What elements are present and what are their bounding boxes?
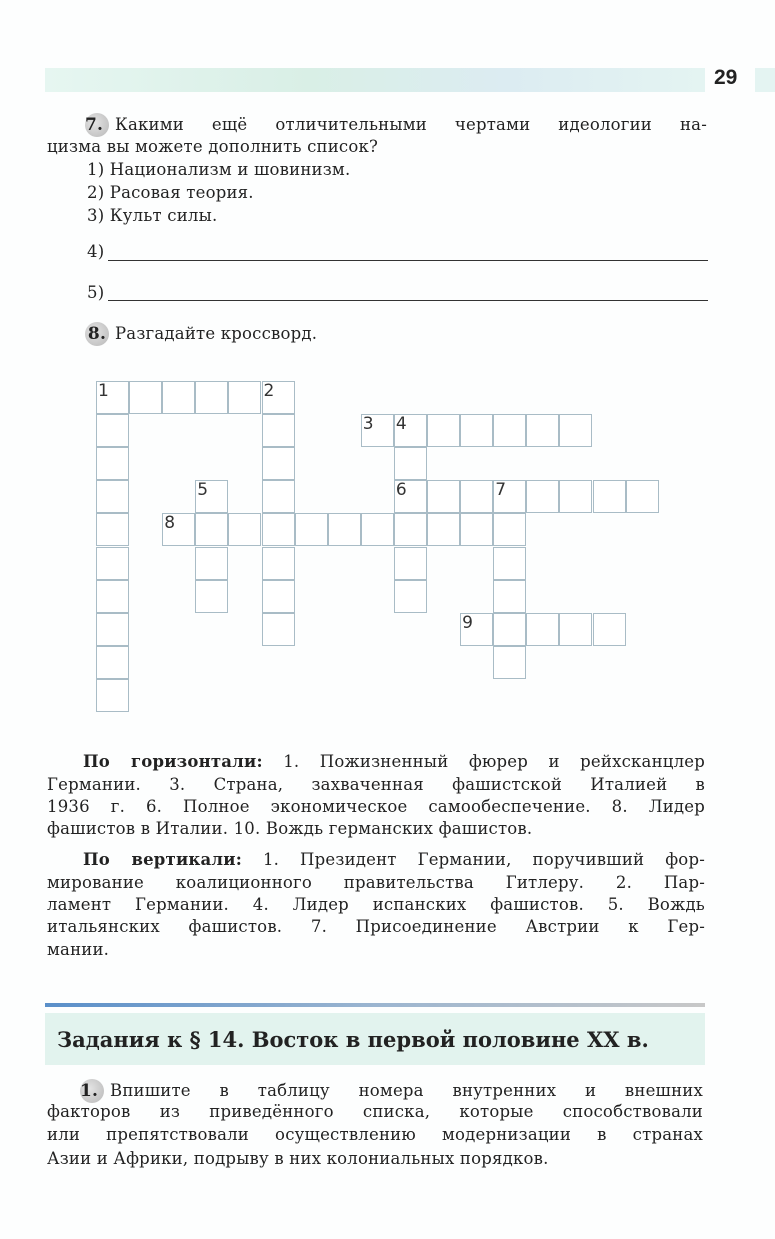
crossword-cell-number: 4 (395, 414, 407, 435)
crossword-cell[interactable] (394, 480, 427, 513)
crossword-cell-number: 8 (164, 513, 176, 534)
crossword-cell-number: 2 (263, 381, 275, 401)
crossword-cell[interactable] (96, 480, 129, 513)
crossword-cell[interactable] (493, 547, 526, 580)
crossword-cell[interactable] (195, 381, 228, 414)
section-divider (45, 1003, 705, 1007)
crossword-cell[interactable] (361, 513, 394, 546)
crossword-cell[interactable] (394, 580, 427, 613)
crossword-cell-number: 9 (462, 612, 473, 633)
crossword-cell[interactable] (493, 480, 526, 513)
crossword-cell[interactable] (262, 580, 295, 613)
crossword-cell[interactable] (361, 414, 394, 447)
clue-line: итальянских фашистов. 7. Присоединение Австрии к Гер- (47, 917, 705, 936)
crossword-cell[interactable] (295, 513, 328, 546)
blank-label: 5) (87, 283, 105, 302)
list-item: 1) Национализм и шовинизм. (87, 160, 351, 179)
task1-line: или препятствовали осуществлению модернизации в странах (47, 1125, 703, 1144)
task1-line: Азии и Африки, подрыву в них колониальных порядков. (47, 1149, 549, 1168)
header-band-right (755, 68, 775, 92)
crossword-cell-number: 7 (495, 480, 507, 501)
crossword-cell[interactable] (427, 513, 460, 546)
task8-prompt: Разгадайте кроссворд. (115, 324, 318, 343)
crossword-cell[interactable] (526, 480, 559, 513)
clue-line: Германии. 3. Страна, захваченная фашистской Италией в (47, 775, 705, 794)
crossword-cell[interactable] (96, 679, 129, 712)
crossword-cell[interactable] (262, 480, 295, 513)
crossword-cell[interactable] (129, 381, 162, 414)
task7-question-text: Какими ещё отличительными чертами идеологии на- (115, 115, 707, 134)
crossword-cell[interactable] (96, 613, 129, 646)
crossword-cell[interactable] (228, 513, 261, 546)
header-band (45, 68, 705, 92)
crossword-cell[interactable] (626, 480, 659, 513)
crossword-cell[interactable] (328, 513, 361, 546)
crossword-cell[interactable] (460, 414, 493, 447)
crossword-cell[interactable] (96, 414, 129, 447)
clues-horizontal-label: По горизонтали: (83, 752, 263, 771)
task1-line-1 (80, 1079, 703, 1103)
crossword-cell[interactable] (162, 513, 195, 546)
task-number-badge: 8. (85, 322, 109, 346)
page-number: 29 (714, 66, 738, 89)
crossword-cell[interactable] (96, 447, 129, 480)
task1-text: Впишите в таблицу номера внутренних и внешних (110, 1081, 703, 1100)
task7-question-line-1 (85, 113, 707, 137)
crossword-cell[interactable] (195, 480, 228, 513)
crossword-cell[interactable] (493, 513, 526, 546)
clue-line: мирование коалиционного правительства Гитлеру. 2. Пар- (47, 873, 705, 892)
list-item: 3) Культ силы. (87, 206, 218, 225)
crossword-cell[interactable] (493, 613, 526, 646)
task-number-badge: 1. (80, 1079, 104, 1103)
crossword-cell[interactable] (559, 613, 592, 646)
crossword-cell[interactable] (460, 613, 493, 646)
blank-label: 4) (87, 242, 105, 261)
crossword-cell[interactable] (262, 513, 295, 546)
crossword-cell[interactable] (460, 513, 493, 546)
task8-prompt-line (85, 322, 317, 346)
clues-vertical-label: По вертикали: (83, 850, 242, 869)
crossword-cell[interactable] (228, 381, 261, 414)
crossword-cell-number: 5 (197, 480, 209, 501)
crossword-cell-number: 1 (98, 381, 109, 401)
crossword-cell[interactable] (195, 513, 228, 546)
answer-line-4[interactable] (108, 259, 708, 261)
clue-text: 1. Пожизненный фюрер и рейхсканцлер (262, 752, 705, 771)
clue-line: 1936 г. 6. Полное экономическое самообеспечение. 8. Лидер (47, 797, 705, 816)
clues-horizontal-line (47, 752, 705, 771)
task1-line: факторов из приведённого списка, которые способствовали (47, 1102, 703, 1121)
crossword-cell[interactable] (96, 646, 129, 679)
crossword-cell[interactable] (262, 414, 295, 447)
crossword-cell[interactable] (96, 580, 129, 613)
task7-question-line-2: цизма вы можете дополнить список? (47, 137, 379, 156)
crossword-cell[interactable] (96, 513, 129, 546)
crossword-cell[interactable] (96, 381, 129, 414)
crossword-cell[interactable] (526, 414, 559, 447)
crossword-cell[interactable] (394, 547, 427, 580)
crossword-cell[interactable] (427, 414, 460, 447)
crossword-cell[interactable] (195, 547, 228, 580)
crossword-cell[interactable] (427, 480, 460, 513)
clue-line: мании. (47, 940, 110, 959)
crossword-cell[interactable] (394, 513, 427, 546)
clue-line: ламент Германии. 4. Лидер испанских фашистов. 5. Вождь (47, 895, 705, 914)
crossword-cell[interactable] (96, 547, 129, 580)
crossword-cell[interactable] (195, 580, 228, 613)
crossword-cell-number: 6 (395, 480, 407, 501)
crossword-cell[interactable] (593, 613, 626, 646)
answer-line-5[interactable] (108, 299, 708, 301)
crossword-cell[interactable] (526, 613, 559, 646)
crossword-cell[interactable] (262, 381, 295, 414)
crossword-cell[interactable] (394, 447, 427, 480)
section-heading: Задания к § 14. Восток в первой половине XX в. (57, 1027, 649, 1052)
crossword-cell[interactable] (394, 414, 427, 447)
crossword-cell[interactable] (559, 480, 592, 513)
crossword-cell[interactable] (162, 381, 195, 414)
crossword-cell[interactable] (262, 447, 295, 480)
crossword-cell[interactable] (493, 646, 526, 679)
crossword-cell-number: 3 (362, 414, 374, 435)
crossword-cell[interactable] (559, 414, 592, 447)
task-number-badge: 7. (85, 113, 109, 137)
crossword-cell[interactable] (262, 547, 295, 580)
crossword-cell[interactable] (593, 480, 626, 513)
list-item: 2) Расовая теория. (87, 183, 254, 202)
clue-line: фашистов в Италии. 10. Вождь германских фашистов. (47, 819, 533, 838)
crossword-cell[interactable] (493, 580, 526, 613)
crossword-cell[interactable] (493, 414, 526, 447)
crossword-cell[interactable] (262, 613, 295, 646)
clues-vertical-line (47, 850, 705, 869)
crossword-cell[interactable] (460, 480, 493, 513)
clue-text: 1. Президент Германии, поручивший фор- (241, 850, 705, 869)
